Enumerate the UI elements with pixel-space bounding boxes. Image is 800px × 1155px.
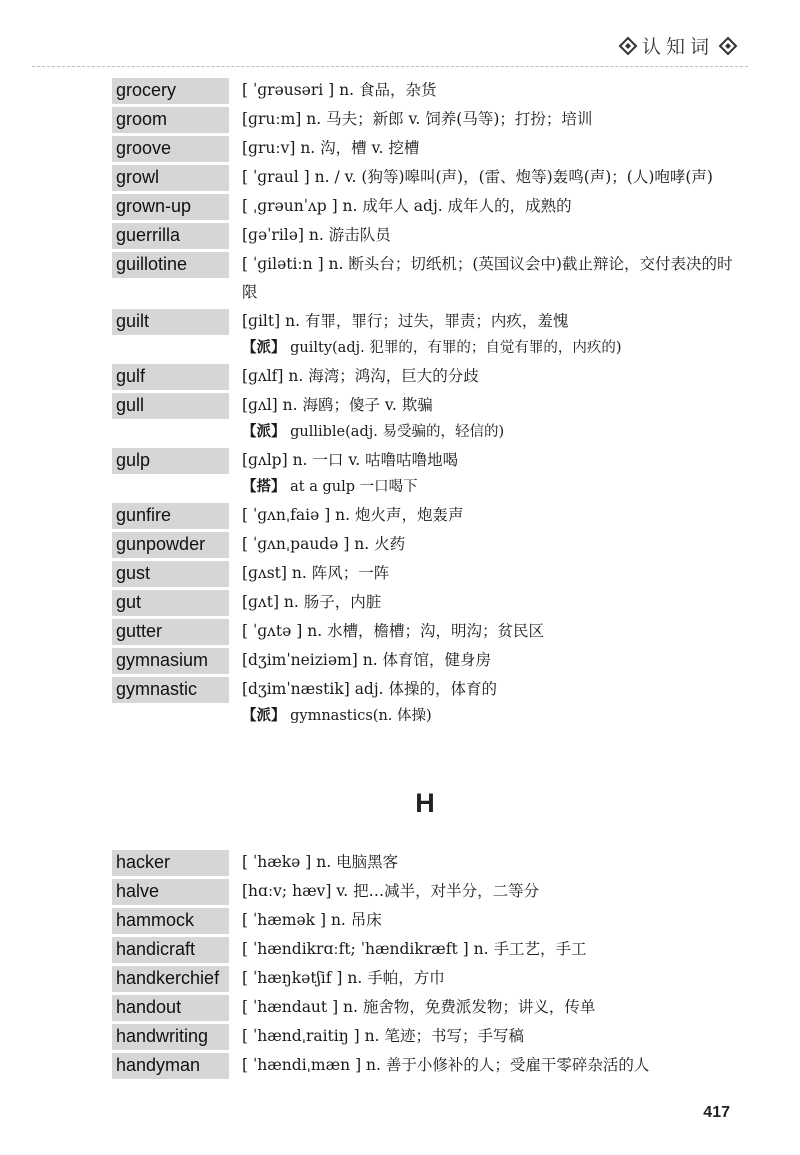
headword: grocery [112, 78, 229, 104]
note-text: guilty(adj. 犯罪的，有罪的；自觉有罪的，内疚的) [290, 340, 622, 356]
derivative-note [242, 335, 742, 361]
entry-row [112, 590, 742, 616]
dictionary-entry [112, 78, 742, 104]
page-number: 417 [703, 1104, 730, 1121]
headword: handwriting [112, 1024, 229, 1050]
entry-row [112, 532, 742, 558]
dictionary-entry [112, 966, 742, 992]
entry-row [112, 879, 742, 905]
headword: handicraft [112, 937, 229, 963]
dictionary-entry [112, 1053, 742, 1079]
entry-row [112, 393, 742, 419]
dictionary-entry [112, 532, 742, 558]
derivative-note [242, 703, 742, 729]
dictionary-entry [112, 364, 742, 390]
dictionary-entry [112, 165, 742, 191]
definition: [dʒimˈneiziəm] n. 体育馆，健身房 [242, 651, 492, 669]
note-text: gullible(adj. 易受骗的，轻信的) [290, 424, 505, 440]
entry-row [112, 966, 742, 992]
dictionary-entry [112, 107, 742, 133]
definition: [ɡʌlp] n. 一口 v. 咕噜咕噜地喝 [242, 451, 459, 469]
definition: [ɡʌst] n. 阵风；一阵 [242, 564, 390, 582]
headword: handkerchief [112, 966, 229, 992]
headword: gut [112, 590, 229, 616]
running-header [618, 32, 738, 59]
headword: gull [112, 393, 229, 419]
entry-row [112, 503, 742, 529]
entry-row [112, 850, 742, 876]
headword: growl [112, 165, 229, 191]
dictionary-entry [112, 879, 742, 905]
definition: [ ˈɡʌtə ] n. 水槽，檐槽；沟，明沟；贫民区 [242, 622, 545, 640]
definition: [ɡruːv] n. 沟，槽 v. 挖槽 [242, 139, 420, 157]
headword: hammock [112, 908, 229, 934]
derivative-note [242, 474, 742, 500]
header-title: 认知词 [641, 36, 714, 58]
headword: gulp [112, 448, 229, 474]
definition: [ ˈhændiˌmæn ] n. 善于小修补的人；受雇干零碎杂活的人 [242, 1056, 650, 1074]
dictionary-entry [112, 393, 742, 445]
entry-list-h [112, 850, 742, 1082]
definition: [ ˈhæŋkətʃif ] n. 手帕，方巾 [242, 969, 445, 987]
entry-row [112, 78, 742, 104]
headword: gymnastic [112, 677, 229, 703]
definition: [ɡʌlf] n. 海湾；鸿沟，巨大的分歧 [242, 367, 479, 385]
dictionary-entry [112, 503, 742, 529]
headword: groove [112, 136, 229, 162]
entry-row [112, 364, 742, 390]
note-tag: 【派】 [242, 423, 286, 440]
definition: [ ˈɡilətiːn ] n. 断头台；切纸机；(英国议会中)截止辩论，交付表决的时限 [242, 255, 733, 301]
entry-row [112, 107, 742, 133]
entry-row [112, 908, 742, 934]
dictionary-entry [112, 648, 742, 674]
entry-row [112, 937, 742, 963]
definition: [ ˌɡrəunˈʌp ] n. 成年人 adj. 成年人的，成熟的 [242, 197, 572, 215]
note-tag: 【派】 [242, 707, 286, 724]
dictionary-entry [112, 561, 742, 587]
dictionary-entry [112, 850, 742, 876]
definition: [ ˈɡʌnˌpaudə ] n. 火药 [242, 535, 406, 553]
entry-row [112, 677, 742, 703]
definition: [dʒimˈnæstik] adj. 体操的，体育的 [242, 680, 498, 698]
entry-row [112, 619, 742, 645]
headword: groom [112, 107, 229, 133]
headword: grown-up [112, 194, 229, 220]
diamond-icon [718, 36, 738, 56]
definition: [ ˈɡraul ] n. / v. (狗等)嗥叫(声)，(雷、炮等)轰鸣(声)；(人)咆哮(声) [242, 168, 713, 186]
diamond-icon [618, 36, 638, 56]
headword: hacker [112, 850, 229, 876]
note-text: gymnastics(n. 体操) [290, 708, 432, 724]
headword: gymnasium [112, 648, 229, 674]
headword: gust [112, 561, 229, 587]
entry-row [112, 165, 742, 191]
headword: gulf [112, 364, 229, 390]
dictionary-entry [112, 136, 742, 162]
derivative-note [242, 419, 742, 445]
section-heading: H [415, 788, 435, 818]
definition: [ ˈɡʌnˌfaiə ] n. 炮火声，炮轰声 [242, 506, 464, 524]
definition: [ ˈhændikrɑːft; ˈhændikræft ] n. 手工艺，手工 [242, 940, 587, 958]
headword: guilt [112, 309, 229, 335]
dictionary-entry [112, 309, 742, 361]
dictionary-entry [112, 194, 742, 220]
definition: [ɡəˈrilə] n. 游击队员 [242, 226, 391, 244]
definition: [ ˈɡrəusəri ] n. 食品，杂货 [242, 81, 437, 99]
entry-row [112, 995, 742, 1021]
dictionary-entry [112, 908, 742, 934]
dictionary-entry [112, 590, 742, 616]
dictionary-entry [112, 677, 742, 729]
header-divider [32, 66, 748, 67]
entry-row [112, 252, 742, 306]
entry-row [112, 309, 742, 335]
entry-row [112, 194, 742, 220]
dictionary-entry [112, 252, 742, 306]
definition: [hɑːv; hæv] v. 把…减半，对半分，二等分 [242, 882, 540, 900]
note-tag: 【搭】 [242, 478, 286, 495]
definition: [ɡruːm] n. 马夫；新郎 v. 饲养(马等)；打扮；培训 [242, 110, 593, 128]
dictionary-entry [112, 995, 742, 1021]
definition: [ ˈhæmək ] n. 吊床 [242, 911, 382, 929]
dictionary-entry [112, 448, 742, 500]
dictionary-entry [112, 1024, 742, 1050]
entry-row [112, 223, 742, 249]
headword: guillotine [112, 252, 229, 278]
headword: gunfire [112, 503, 229, 529]
headword: gunpowder [112, 532, 229, 558]
definition: [ɡʌt] n. 肠子，内脏 [242, 593, 382, 611]
definition: [ɡʌl] n. 海鸥；傻子 v. 欺骗 [242, 396, 433, 414]
entry-row [112, 448, 742, 474]
definition: [ ˈhændˌraitiŋ ] n. 笔迹；书写；手写稿 [242, 1027, 524, 1045]
entry-row [112, 1024, 742, 1050]
note-text: at a gulp 一口喝下 [290, 479, 418, 495]
note-tag: 【派】 [242, 339, 286, 356]
definition: [ ˈhændaut ] n. 施舍物，免费派发物；讲义，传单 [242, 998, 596, 1016]
headword: handout [112, 995, 229, 1021]
dictionary-entry [112, 619, 742, 645]
definition: [ ˈhækə ] n. 电脑黑客 [242, 853, 399, 871]
headword: gutter [112, 619, 229, 645]
headword: guerrilla [112, 223, 229, 249]
entry-row [112, 1053, 742, 1079]
headword: handyman [112, 1053, 229, 1079]
headword: halve [112, 879, 229, 905]
entry-row [112, 561, 742, 587]
entry-row [112, 648, 742, 674]
dictionary-entry [112, 937, 742, 963]
dictionary-entry [112, 223, 742, 249]
entry-list-g [112, 78, 742, 732]
definition: [ɡilt] n. 有罪，罪行；过失，罪责；内疚，羞愧 [242, 312, 569, 330]
entry-row [112, 136, 742, 162]
